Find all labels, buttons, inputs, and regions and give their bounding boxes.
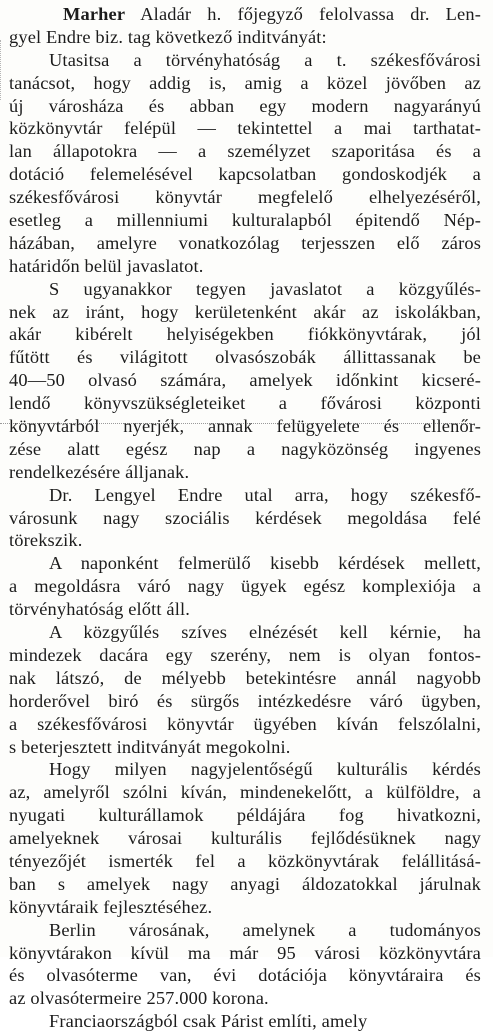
text-line: törvényhatóság előtt áll. <box>9 599 190 620</box>
article-body <box>9 3 481 1033</box>
text-line: az, amelyről szólni kíván, mindenekelőtt, a külföldre, a <box>9 782 481 803</box>
paragraph <box>9 278 481 484</box>
text-line: Berlin városának, amelynek a tudományos <box>49 919 481 940</box>
text-line: a megoldásra váró nagy ügyek egész komplexiója a <box>9 576 481 597</box>
text-line: Franciaországból csak Párist említi, amely <box>49 1011 368 1032</box>
paragraph <box>9 552 481 621</box>
text-line: s beterjesztett inditványát megokolni. <box>9 736 291 757</box>
text-line: házában, amelyre vonatkozólag terjesszen elő záros <box>9 232 481 253</box>
text-line: akár kibérelt helyiségekben fiókkönyvtárak, jól <box>9 324 481 345</box>
margin-dots <box>0 40 5 100</box>
text-line: törekszik. <box>9 530 83 551</box>
text-line: új városháza és abban egy modern nagyarányú <box>9 95 481 116</box>
text-line <box>9 3 481 26</box>
text-line: fűtött és világitott olvasószobák állittassanak be <box>9 347 481 368</box>
text-line: zése alatt egész nap a nagyközönség ingyenes <box>9 438 481 459</box>
paragraph <box>9 3 481 49</box>
paragraph <box>9 1010 481 1033</box>
text-line: könyvtárból nyerjék, annak felügyelete és ellenőr- <box>9 416 481 437</box>
text-line: lan állapotokra — a személyzet szaporitása és a <box>9 141 481 162</box>
text-line: Utasitsa a törvényhatóság a t. székesfővárosi <box>49 49 481 70</box>
text-line: S ugyanakkor tegyen javaslatot a közgyűlés- <box>49 278 481 299</box>
paragraph <box>9 919 481 1011</box>
text-line: A naponként felmerülő kisebb kérdések mellett, <box>49 553 481 574</box>
text-line: a székesfővárosi könyvtár ügyében kíván felszólalni, <box>9 713 481 734</box>
text-line: gyel Endre biz. tag következő inditványát: <box>9 26 327 47</box>
text-line: székesfővárosi könyvtár megfelelő elhelyezéséről, <box>9 187 481 208</box>
text-line: nak látszó, de mélyebb betekintésre annál nagyobb <box>9 667 481 688</box>
text-line: mindezek dacára egy szerény, nem is olyan fontos- <box>9 644 481 665</box>
text-line: horderővel biró és sürgős intézkedésre váró ügyben, <box>9 690 481 711</box>
paragraph <box>9 758 481 918</box>
text-line: A közgyűlés szíves elnézését kell kérnie, ha <box>49 622 481 643</box>
text-line: Hogy milyen nagyjelentőségű kulturális kérdés <box>49 759 481 780</box>
text-line: esetleg a millenniumi kulturalapból épitendő Nép- <box>9 210 481 231</box>
text-line: amelyeknek városai kulturális fejlődésüknek nagy <box>9 828 481 849</box>
text-line: lendő könyvszükségleteiket a fővárosi központi <box>9 393 481 414</box>
paragraph <box>9 621 481 758</box>
text-line: határidőn belül javaslatot. <box>9 255 204 276</box>
text-line: könyvtárakon kívül ma már 95 városi közkönyvtára <box>9 942 481 963</box>
text-line: az olvasótermeire 257.000 korona. <box>9 988 269 1009</box>
text-line: közkönyvtár felépül — tekintettel a mai tarthatat- <box>9 118 481 139</box>
paragraph <box>9 49 481 278</box>
text-line: nyugati kulturállamok példájára fog hivatkozni, <box>9 805 481 826</box>
speaker-name: Marher <box>63 4 126 24</box>
text-line: városunk nagy szociális kérdések megoldása felé <box>9 507 481 528</box>
text-line: nek az iránt, hogy kerületenként akár az iskolákban, <box>9 301 481 322</box>
text-line: dotáció felemelésével kapcsolatban gondoskodjék a <box>9 164 481 185</box>
text-line: tanácsot, hogy addig is, amig a közel jövőben az <box>9 72 481 93</box>
text-line: és olvasóterme van, évi dotációja könyvtáraira és <box>9 965 481 986</box>
paragraph <box>9 484 481 553</box>
text-line: tényezőjét ismerték fel a közkönyvtárak felállitásá- <box>9 850 481 871</box>
line-text: Aladár h. főjegyző felolvassa dr. Len- <box>125 4 481 24</box>
text-line: könyvtáraik fejlesztéséhez. <box>9 896 213 917</box>
text-line: rendelkezésére álljanak. <box>9 461 190 482</box>
text-line: 40—50 olvasó számára, amelyek időnkint kicseré- <box>9 370 481 391</box>
text-line: Dr. Lengyel Endre utal arra, hogy székesfő- <box>49 484 481 505</box>
text-line: ban s amelyek nagy anyagi áldozatokkal járulnak <box>9 873 481 894</box>
